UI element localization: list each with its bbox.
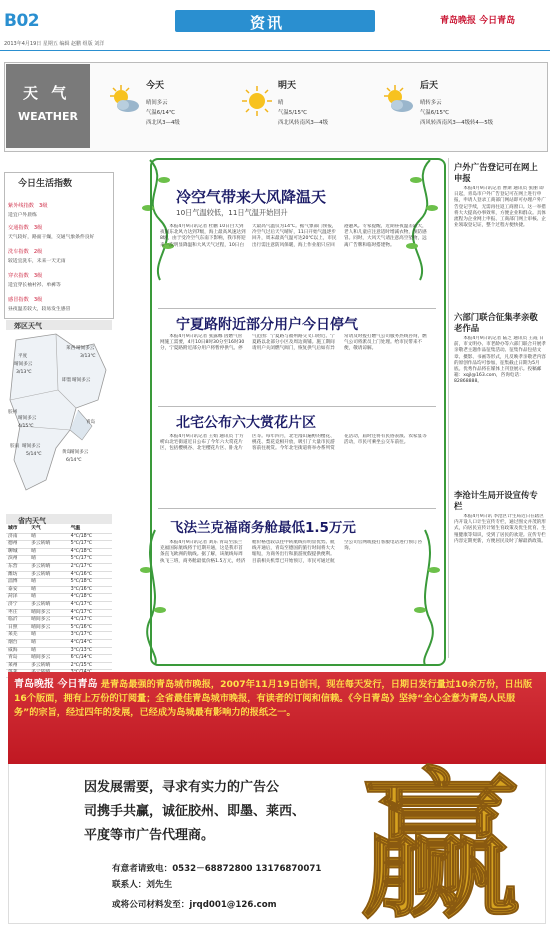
weather-title-en: WEATHER [18, 110, 79, 123]
district-cond: 晴间多云 [76, 346, 95, 351]
column-divider [448, 158, 449, 658]
table-row: 济宁 多云转晴 4℃/17℃ [6, 601, 112, 609]
ad-contact-name: 联系人：刘先生 [112, 880, 173, 890]
table-row: 枣庄 晴间多云 4℃/17℃ [6, 609, 112, 617]
life-index-item [8, 286, 108, 312]
district-temp: 4/15℃ [18, 424, 34, 429]
article-text: 本报4月9日讯记者 陆芝 通讯员 王霞 日前，市文明办、市老龄办等六部门联合开展孝亲敬老主题作品征集活动。征集作品包括文章、摄影、书画等形式，凡反映孝亲敬老内容的原创作品均可参加，征集截止日期为5月底。优秀作品将在媒体上刊登展示。投稿邮箱：xqjl@163.com，咨询电话：82868888。 [454, 336, 546, 385]
tel-label: 有意者请致电 [112, 864, 164, 874]
district-cond: 晴间多云 [70, 450, 89, 455]
table-row: 聊城 晴 4℃/18℃ [6, 548, 112, 556]
newspaper-logo: 青岛晚报 今日青岛 [440, 16, 516, 26]
table-row: 威海 晴 3℃/13℃ [6, 647, 112, 655]
district-temp: 6/14℃ [66, 458, 82, 463]
index-desc: 昼夜温差较大，较易发生感冒 [8, 307, 71, 312]
province-table [6, 526, 112, 678]
tel-number: 0532－68872800 13176870071 [172, 864, 322, 874]
forecast-wind: 西北风3—4级 [146, 120, 180, 126]
contact-name: 刘先生 [146, 880, 173, 890]
name-label: 联系人 [112, 880, 138, 890]
forecast-tomorrow [240, 70, 380, 142]
page-number: B02 [4, 11, 40, 31]
district-title: 郊区天气 [14, 322, 42, 330]
ad-line: 司携手共赢，诚征胶州、即墨、莱西、 [84, 804, 306, 819]
headline: 飞法兰克福商务舱最低1.5万元 [170, 520, 356, 536]
article-text: 本报4月9日讯记者 杜鹏 10日白天到夜间东北风力达到7级，海上最高风速达到8级，由于受冷空气东南下影响，我市将迎来一次明显降温和大风天气过程，10日白天最高气温仅为14℃。据气象部门预报，冷空气过后天气晴好，11日开始气温逐步回升，周末最高气温可达20℃以上，市民出行需注意防风保暖，海上作业船只应回港避风。专家提醒，近期昼夜温差较大，老人和儿童应注意适时增减衣物，预防感冒。同时，大风天气请注意高空坠物，远离广告牌和临时搭建物。 [160, 224, 427, 248]
article-body [160, 334, 430, 404]
table-row: 烟台 晴 4℃/14℃ [6, 639, 112, 647]
index-desc: 天气较好，路面干燥，交通气象条件良好 [8, 235, 95, 240]
ad-intro-block [14, 678, 534, 758]
article-body [160, 434, 430, 504]
subheadline: 10日气温较低，11日气温开始回升 [176, 208, 288, 217]
article-text: 本报4月9日讯 李沧区计生局近日在辖区内开设人口计生宣传专栏，通过图文并茂的形式，向居民宣传计划生育政策及优生优育、生殖健康等知识，受到了居民的欢迎。宣传专栏内容定期更新，方便居民及时了解最新政策。 [454, 514, 546, 544]
right-article-body [454, 514, 546, 658]
right-headline: 户外广告登记可在网上申报 [454, 162, 538, 183]
forecast-after-tomorrow [382, 70, 522, 142]
index-desc: 适宜户外晨练 [8, 213, 37, 218]
right-article-body [454, 336, 546, 482]
district-temp: 3/13℃ [80, 354, 96, 359]
ad-line: 因发展需要，寻求有实力的广告公 [84, 780, 280, 795]
win-char: 赢 [360, 753, 521, 922]
sun-cloud-icon [108, 84, 142, 118]
table-row: 德州 多云转晴 5℃/17℃ [6, 541, 112, 549]
col-city: 城市 [6, 526, 29, 533]
win-char-graphic [350, 752, 540, 922]
rule [158, 308, 436, 309]
mail-label: 或将公司材料发至 [112, 900, 181, 910]
right-headline: 六部门联合征集孝亲敬老作品 [454, 312, 538, 333]
district-name: 莱西 [66, 346, 76, 351]
table-header-row [6, 526, 112, 533]
index-name: 感冒指数 [8, 297, 29, 303]
ad-contact-tel: 有意者请致电：0532－68872800 13176870071 [112, 864, 322, 874]
forecast-day: 今天 [146, 81, 165, 91]
index-name: 交通指数 [8, 225, 29, 231]
life-index-item [8, 214, 108, 240]
col-temp: 气温 [69, 526, 112, 533]
index-name: 穿衣指数 [8, 273, 29, 279]
table-row: 菏泽 晴 4℃/18℃ [6, 594, 112, 602]
mail-address: jrqd001@126.com [189, 900, 277, 910]
dateline: 2013年4月19日 星期五 编辑 赵鹏 组版 刘洋 [4, 41, 105, 47]
article-body [160, 540, 430, 648]
district-cond: 晴间多云 [72, 378, 91, 383]
ad-logo: 青岛晚报 今日青岛 [14, 679, 98, 690]
article-text: 本报4月9日讯记者 张露娜 因燃气管网施工需要，4月10日8时30分至16时30分，宁夏路附近部分用户将暂停供气。停气范围：宁夏路与福州路交叉口附近、宁夏路以北部分小区及周边商铺。施工期间请用户关闭燃气阀门，恢复供气后如有异常请及时拨打燃气公司服务热线咨询，燃气公司将派员上门处理。给市民带来不便，敬请谅解。 [160, 334, 427, 352]
district-name: 青岛 [86, 420, 96, 425]
forecast-temp: 气温6/14℃ [146, 110, 175, 116]
life-index-title: 今日生活指数 [18, 179, 73, 189]
table-row: 日照 晴间多云 5℃/16℃ [6, 624, 112, 632]
table-row: 莱州 多云转晴 2℃/15℃ [6, 662, 112, 670]
table-row: 潍坊 多云转晴 4℃/16℃ [6, 571, 112, 579]
district-temp: 3/13℃ [16, 370, 32, 375]
province-title: 省内天气 [18, 517, 46, 525]
article-text: 本报4月9日讯记者 王娟 通讯员 于方 崂山北宅街道近日公布了今年六大赏花片区，包括樱桃谷、北宅樱花片区、卧龙片区等。每年四月，北宅漫山遍野的樱花、桃花、梨花竞相开放，吸引了大量市民游客前往观赏。今年北宅街道将举办系列赏花活动，届时还将有民俗表演、农家宴等活动，市民可乘坐公交车前往。 [160, 434, 427, 452]
table-row: 淄博 晴 5℃/18℃ [6, 579, 112, 587]
index-level: 2级 [33, 249, 43, 255]
headline: 北宅公布六大赏花片区 [176, 415, 316, 431]
district-name: 胶州 [8, 410, 18, 415]
index-level: 3级 [33, 297, 43, 303]
article-text: 本报4月9日讯记者 曹斯 通讯员 张丽 即日起，青岛市户外广告登记可在网上进行申报，申请人登录工商部门网站即可办理户外广告登记手续，无需再往返工商窗口。这一举措将大大提高办事效率，方便企业和群众。具体流程为企业网上申报、工商部门网上审核、企业领取登记证，整个过程方便快捷。 [454, 186, 546, 229]
header-rule [0, 50, 550, 51]
index-level: 3级 [39, 203, 48, 209]
life-index-item [8, 238, 108, 264]
sun-cloud-icon [382, 84, 416, 118]
article-text: 本报4月9日讯记者 刘东 青岛至法兰克福国际航线将于近期开通，这是我市首条直飞欧洲的航线。据了解，该航线每周执飞三班，商务舱最低价格1.5万元，经济舱价格也较以往中转航线有明显优势。航线开通后，青岛至德国的旅行时间将大大缩短，为商务出行和旅游度假提供便利。目前相关机票已开始预订，市民可通过航空公司官网或拨打客服电话进行预订咨询。 [160, 540, 423, 564]
rule [158, 406, 436, 407]
article-body [160, 224, 430, 306]
forecast-today [108, 70, 248, 142]
forecast-cond: 晴间多云 [146, 100, 168, 106]
table-row: 东营 多云转晴 2℃/17℃ [6, 563, 112, 571]
district-name: 即墨 [62, 378, 72, 383]
district-temp: 5/14℃ [26, 452, 42, 457]
index-level: 3级 [33, 225, 43, 231]
table-row: 临沂 晴间多云 4℃/17℃ [6, 617, 112, 625]
index-level: 3级 [33, 273, 43, 279]
col-weather: 天气 [29, 526, 68, 533]
weather-title: 天 气 [23, 84, 71, 102]
life-index-item [8, 262, 108, 288]
headline: 宁夏路附近部分用户今日停气 [176, 317, 358, 333]
forecast-cond: 晴转多云 [420, 100, 442, 106]
index-desc: 较适宜洗车，未来一天无雨 [8, 259, 66, 264]
section-title: 资讯 [250, 14, 285, 32]
district-name: 胶南 [10, 444, 20, 449]
forecast-wind: 西北风转南风3—4级 [278, 120, 328, 126]
sun-icon [240, 84, 274, 118]
forecast-wind: 西风转西南风3—4级转4—5级 [420, 120, 494, 126]
forecast-cond: 晴 [278, 100, 284, 106]
ad-contact-mail: 或将公司材料发至：jrqd001@126.com [112, 900, 277, 910]
district-cond: 晴间多云 [22, 444, 41, 449]
table-row: 莱芜 晴 3℃/17℃ [6, 632, 112, 640]
district-name: 黄岛 [62, 450, 72, 455]
index-name: 洗车指数 [8, 249, 29, 255]
table-row: 济南 晴 4℃/18℃ [6, 533, 112, 541]
forecast-temp: 气温5/15℃ [278, 110, 307, 116]
weather-title-block [6, 64, 90, 148]
table-row: 青岛 晴间多云 6℃/14℃ [6, 655, 112, 663]
district-name: 平度 [18, 354, 28, 359]
index-name: 紫外线指数 [8, 203, 34, 209]
headline: 冷空气带来大风降温天 [176, 188, 327, 206]
ad-intro: 是青岛最强的青岛城市晚报，2007年11月19日创刊，现在每天发行，日期日发行量过10余万份，日出版16个版面，拥有上万份的订阅量；全省最佳青岛城市晚报，有读者的订阅和信赖。《今日青岛》坚持“全心全意为青岛人民服务”的宗旨，经过四年的发展，已经成为岛城最有影响力的报纸之一。 [14, 679, 533, 718]
district-cond: 晴间多云 [18, 416, 37, 421]
forecast-day: 明天 [278, 81, 297, 91]
table-row: 泰安 晴 3℃/16℃ [6, 586, 112, 594]
forecast-temp: 气温6/15℃ [420, 110, 449, 116]
right-headline: 李沧计生局开设宣传专栏 [454, 490, 538, 511]
table-row: 滨州 晴 5℃/17℃ [6, 556, 112, 564]
forecast-day: 后天 [420, 81, 439, 91]
rule [158, 508, 436, 509]
district-cond: 晴间多云 [14, 362, 33, 367]
index-desc: 适宜穿长袖衬衫、单裤等 [8, 283, 61, 288]
ad-line: 平度等市广告代理商。 [84, 828, 215, 843]
right-article-body [454, 186, 546, 306]
